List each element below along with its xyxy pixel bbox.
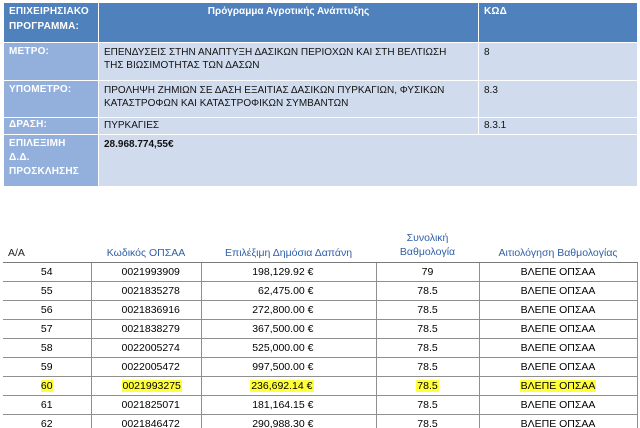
table-row	[3, 281, 637, 300]
submeasure-value-line2: ΚΑΤΑΣΤΡΟΦΩΝ ΚΑΙ ΚΑΤΑΣΤΡΟΦΙΚΩΝ ΣΥΜΒΑΝΤΩΝ	[104, 98, 349, 109]
measure-label: ΜΕΤΡΟ:	[4, 43, 99, 81]
row-amount: 525,000.00 €	[201, 338, 376, 357]
table-row	[3, 338, 637, 357]
col-header-code: Κωδικός ΟΠΣΑΑ	[91, 224, 201, 262]
row-aa: 59	[3, 357, 91, 376]
row-amount: 367,500.00 €	[201, 319, 376, 338]
row-aa-highlight: 60	[40, 379, 53, 392]
program-label-line1: ΕΠΙΧΕΙΡΗΣΙΑΚΟ	[9, 6, 89, 17]
eligible-budget-value: 28.968.774,55€	[99, 135, 638, 187]
row-reason: ΒΛΕΠΕ ΟΠΣΑΑ	[479, 357, 637, 376]
row-amount: 272,800.00 €	[201, 300, 376, 319]
row-code: 0021846472	[91, 414, 201, 428]
measure-value-line2: ΤΗΣ ΒΙΩΣΙΜΟΤΗΤΑΣ ΤΩΝ ΔΑΣΩΝ	[104, 60, 260, 71]
row-reason: ΒΛΕΠΕ ΟΠΣΑΑ	[479, 338, 637, 357]
table-row	[3, 300, 637, 319]
measure-value	[99, 43, 479, 81]
code-header: ΚΩΔ	[479, 3, 638, 43]
applications-table	[3, 224, 638, 428]
program-label	[4, 3, 99, 43]
row-code	[91, 376, 201, 395]
row-code: 0021838279	[91, 319, 201, 338]
row-aa: 54	[3, 262, 91, 281]
row-score	[376, 376, 479, 395]
row-amount	[201, 376, 376, 395]
row-score: 78.5	[376, 338, 479, 357]
row-code: 0022005274	[91, 338, 201, 357]
col-header-score: Συνολική Βαθμολογία	[376, 224, 479, 262]
table-row	[3, 414, 637, 428]
table-row	[3, 262, 637, 281]
row-reason	[479, 376, 637, 395]
row-code: 0021993909	[91, 262, 201, 281]
row-score: 78.5	[376, 414, 479, 428]
col-header-aa: Α/Α	[3, 224, 91, 262]
col-header-reason: Αιτιολόγηση Βαθμολογίας	[479, 224, 637, 262]
row-score: 78.5	[376, 281, 479, 300]
row-amount: 290,988.30 €	[201, 414, 376, 428]
table-row	[3, 357, 637, 376]
row-aa: 58	[3, 338, 91, 357]
row-amount: 997,500.00 €	[201, 357, 376, 376]
submeasure-value	[99, 81, 479, 118]
row-reason: ΒΛΕΠΕ ΟΠΣΑΑ	[479, 395, 637, 414]
row-aa	[3, 376, 91, 395]
row-code: 0021835278	[91, 281, 201, 300]
program-label-line2: ΠΡΟΓΡΑΜΜΑ:	[9, 21, 80, 32]
submeasure-code: 8.3	[479, 81, 638, 118]
eligible-budget-label-line1: ΕΠΙΛΕΞΙΜΗ	[9, 138, 66, 149]
measure-code: 8	[479, 43, 638, 81]
submeasure-label: ΥΠΟΜΕΤΡΟ:	[4, 81, 99, 118]
table-row	[3, 395, 637, 414]
row-code: 0021836916	[91, 300, 201, 319]
col-header-amount: Επιλέξιμη Δημόσια Δαπάνη	[201, 224, 376, 262]
row-reason-highlight: ΒΛΕΠΕ ΟΠΣΑΑ	[520, 379, 596, 392]
row-reason: ΒΛΕΠΕ ΟΠΣΑΑ	[479, 281, 637, 300]
eligible-budget-label-line2: Δ.Δ.	[9, 152, 30, 163]
table-row	[3, 319, 637, 338]
row-score: 78.5	[376, 300, 479, 319]
row-aa: 56	[3, 300, 91, 319]
row-aa: 62	[3, 414, 91, 428]
row-reason: ΒΛΕΠΕ ΟΠΣΑΑ	[479, 319, 637, 338]
row-amount: 62,475.00 €	[201, 281, 376, 300]
row-amount-highlight: 236,692.14 €	[251, 379, 313, 392]
row-amount: 181,164.15 €	[201, 395, 376, 414]
eligible-budget-label-line3: ΠΡΟΣΚΛΗΣΗΣ	[9, 166, 80, 177]
row-score: 78.5	[376, 395, 479, 414]
row-score: 78.5	[376, 319, 479, 338]
action-label: ΔΡΑΣΗ:	[4, 118, 99, 135]
row-score: 79	[376, 262, 479, 281]
measure-value-line1: ΕΠΕΝΔΥΣΕΙΣ ΣΤΗΝ ΑΝΑΠΤΥΞΗ ΔΑΣΙΚΩΝ ΠΕΡΙΟΧΩΝ ΚΑΙ ΣΤΗ ΒΕΛΤΙΩΣΗ	[104, 47, 447, 58]
table-row	[3, 376, 637, 395]
action-value: ΠΥΡΚΑΓΙΕΣ	[99, 118, 479, 135]
action-code: 8.3.1	[479, 118, 638, 135]
row-amount: 198,129.92 €	[201, 262, 376, 281]
program-value: Πρόγραμμα Αγροτικής Ανάπτυξης	[99, 3, 479, 43]
row-score-highlight: 78.5	[417, 379, 438, 392]
row-aa: 55	[3, 281, 91, 300]
table-header-row	[3, 224, 637, 262]
row-reason: ΒΛΕΠΕ ΟΠΣΑΑ	[479, 262, 637, 281]
program-info-header	[3, 2, 638, 187]
row-code: 0021825071	[91, 395, 201, 414]
row-aa: 57	[3, 319, 91, 338]
row-aa: 61	[3, 395, 91, 414]
row-reason: ΒΛΕΠΕ ΟΠΣΑΑ	[479, 414, 637, 428]
eligible-budget-label	[4, 135, 99, 187]
submeasure-value-line1: ΠΡΟΛΗΨΗ ΖΗΜΙΩΝ ΣΕ ΔΑΣΗ ΕΞΑΙΤΙΑΣ ΔΑΣΙΚΩΝ ΠΥΡΚΑΓΙΩΝ, ΦΥΣΙΚΩΝ	[104, 85, 445, 96]
row-score: 78.5	[376, 357, 479, 376]
row-reason: ΒΛΕΠΕ ΟΠΣΑΑ	[479, 300, 637, 319]
row-code-highlight: 0021993275	[122, 379, 181, 392]
row-code: 0022005472	[91, 357, 201, 376]
